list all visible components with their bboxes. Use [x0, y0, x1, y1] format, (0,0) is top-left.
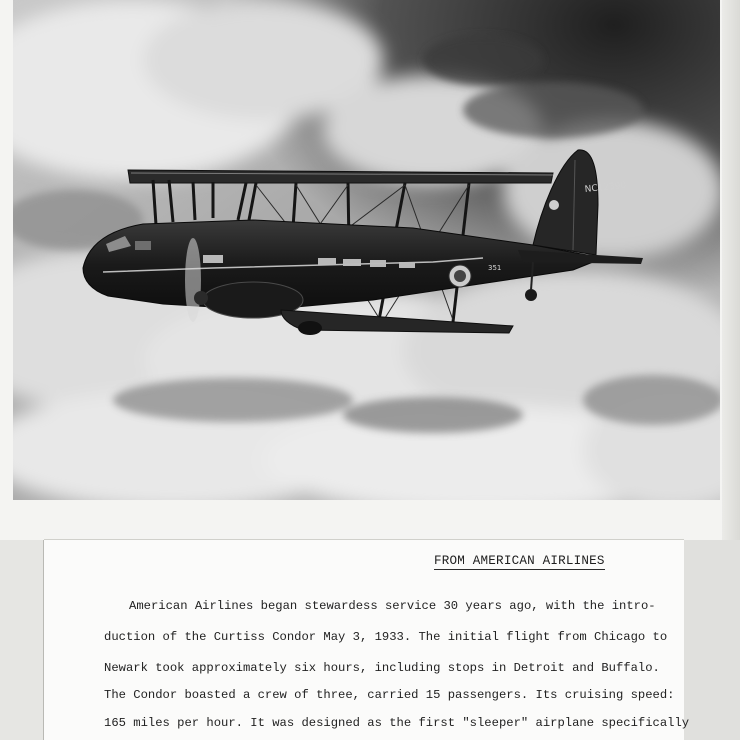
fuselage-number: 351 — [488, 264, 502, 272]
background-strip-left — [0, 540, 44, 740]
propeller-hub — [194, 291, 208, 305]
caption-line: The Condor boasted a crew of three, carried 15 passengers. Its cruising speed: — [104, 688, 675, 702]
aircraft-photograph — [13, 0, 720, 500]
caption-line: duction of the Curtiss Condor May 3, 1933. The initial flight from Chicago to — [104, 630, 668, 644]
caption-line: American Airlines began stewardess service 30 years ago, with the intro- — [129, 599, 656, 613]
background-strip-right — [684, 540, 740, 740]
caption-line: Newark took approximately six hours, including stops in Detroit and Buffalo. — [104, 661, 660, 675]
caption-line: 165 miles per hour. It was designed as the first "sleeper" airplane specifically — [104, 716, 690, 730]
tail-wheel — [525, 289, 537, 301]
tail-emblem — [549, 200, 559, 210]
propeller-blur — [185, 238, 201, 322]
caption-heading: FROM AMERICAN AIRLINES — [434, 554, 605, 568]
main-wheel — [298, 321, 322, 335]
print-edge — [722, 0, 740, 540]
tail-registration: NC12390 — [584, 180, 627, 195]
